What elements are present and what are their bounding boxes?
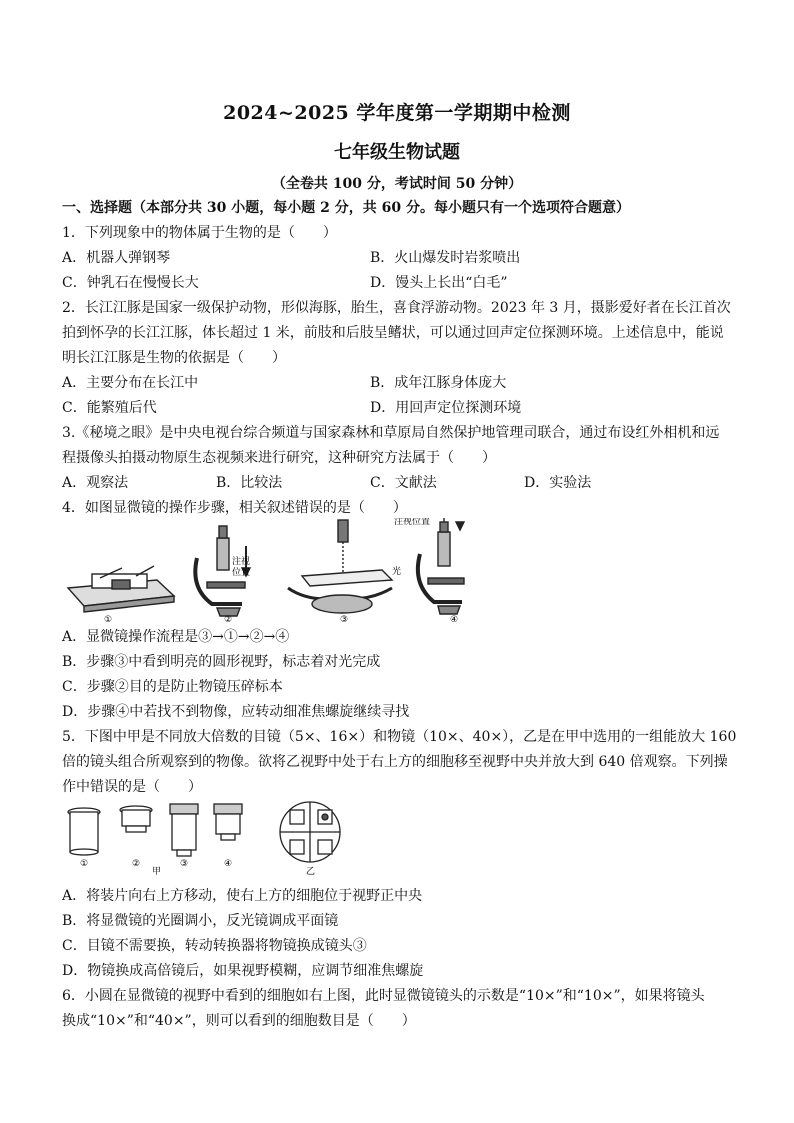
q4-option-c: C．步骤②目的是防止物镜压碎标本 [62, 679, 283, 695]
watch-position-label: 注视位置 [394, 518, 431, 527]
view-field-label-yi: 乙 [306, 867, 316, 877]
exam-subtitle: 七年级生物试题 [334, 142, 460, 163]
q5-option-c: C．目镜不需要换，转动转换器将物镜换成镜头③ [62, 938, 367, 954]
q2-stem-line1: 2．长江江豚是国家一级保护动物，形似海豚，胎生，喜食浮游动物。2023 年 3 月，摄影爱好者在长江首次 [62, 300, 731, 316]
view-field-circle [280, 802, 340, 862]
step3-light-adjust-illustration [288, 520, 392, 613]
q5-option-d: D．物镜换成高倍镜后，如果视野模糊，应调节细准焦螺旋 [62, 963, 424, 979]
microscope-steps-figure [62, 518, 472, 626]
q2-stem-line2: 拍到怀孕的长江江豚，体长超过 1 米，前肢和后肢呈鳍状，可以通过回声定位探测环境。上述信息中，能说 [62, 325, 724, 341]
q2-stem-line3: 明长江江豚是生物的依据是（ ） [62, 350, 286, 366]
q3-stem-line2: 程摄像头拍摄动物原生态视频来进行研究，这种研究方法属于（ ） [62, 450, 496, 466]
q3-stem-line1: 3.《秘境之眼》是中央电视台综合频道与国家森林和草原局自然保护地管理司联合，通过布设红外相机和远 [62, 425, 720, 441]
section-heading: 一、选择题（本部分共 30 小题，每小题 2 分，共 60 分。每小题只有一个选项符合题意） [62, 200, 630, 216]
lens-1-eyepiece [68, 808, 100, 855]
step-label-4: ④ [450, 615, 459, 625]
lens-2-eyepiece [120, 806, 152, 832]
lens-4-objective [214, 804, 242, 840]
q2-option-a: A．主要分布在长江中 [62, 375, 199, 391]
step-label-2: ② [224, 615, 233, 625]
step4-focus-illustration [418, 518, 464, 614]
lens-group-label-jia: 甲 [152, 867, 162, 877]
q1-option-c: C．钟乳石在慢慢长大 [62, 275, 199, 291]
step-label-1: ① [104, 615, 113, 625]
q2-option-b: B．成年江豚身体庞大 [370, 375, 507, 391]
q4-option-b: B．步骤③中看到明亮的圆形视野，标志着对光完成 [62, 654, 381, 670]
q5-option-a: A．将装片向右上方移动，使右上方的细胞位于视野正中央 [62, 888, 423, 904]
q1-option-b: B．火山爆发时岩浆喷出 [370, 250, 521, 266]
q5-stem-line1: 5．下图中甲是不同放大倍数的目镜（5×、16×）和物镜（10×、40×），乙是在甲中选用的一组能放大 160 [62, 729, 737, 745]
lens-3-objective [170, 804, 198, 856]
q2-option-c: C．能繁殖后代 [62, 400, 157, 416]
q1-option-d: D．馒头上长出“白毛” [370, 275, 508, 291]
q4-option-a: A．显微镜操作流程是③→①→②→④ [62, 629, 290, 645]
lens-label-4: ④ [224, 859, 233, 869]
q5-stem-line3: 作中错误的是（ ） [62, 779, 202, 795]
step-label-3: ③ [340, 615, 349, 625]
q2-option-d: D．用回声定位探测环境 [370, 400, 522, 416]
exam-title: 2024~2025 学年度第一学期期中检测 [223, 102, 571, 124]
q1-stem: 1．下列现象中的物体属于生物的是（ ） [62, 225, 337, 241]
q4-stem: 4．如图显微镜的操作步骤，相关叙述错误的是（ ） [62, 500, 407, 516]
lens-label-2: ② [132, 859, 141, 869]
q4-option-d: D．步骤④中若找不到物像，应转动细准焦螺旋继续寻找 [62, 704, 410, 720]
q3-option-b: B．比较法 [216, 475, 283, 491]
q1-option-a: A．机器人弹钢琴 [62, 250, 171, 266]
q3-option-d: D．实验法 [524, 475, 592, 491]
q5-option-b: B．将显微镜的光圈调小，反光镜调成平面镜 [62, 913, 339, 929]
q5-stem-line2: 倍的镜头组合所观察到的物像。欲将乙视野中处于右上方的细胞移至视野中央并放大到 640 倍观察。下列操 [62, 754, 728, 770]
exam-info: （全卷共 100 分，考试时间 50 分钟） [271, 176, 523, 192]
light-label: 光 [392, 567, 402, 577]
lens-label-3: ③ [180, 859, 189, 869]
q6-stem-line2: 换成“10×”和“40×”，则可以看到的细胞数目是（ ） [62, 1013, 416, 1029]
watch-label-1: 注视 [232, 557, 251, 567]
step1-stage-illustration [68, 566, 174, 612]
q6-stem-line1: 6．小圆在显微镜的视野中看到的细胞如右上图，此时显微镜镜头的示数是“10×”和“10×”，如果将镜头 [62, 988, 705, 1004]
lens-figure [62, 800, 362, 878]
lens-label-1: ① [80, 859, 89, 869]
q3-option-a: A．观察法 [62, 475, 129, 491]
watch-label-2: 位置 [232, 568, 251, 578]
q3-option-c: C．文献法 [370, 475, 437, 491]
